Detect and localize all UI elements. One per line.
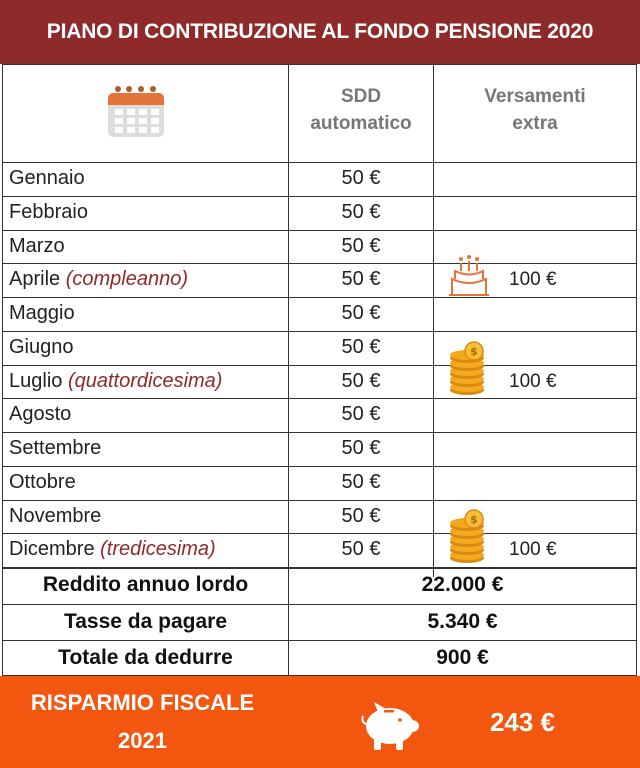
sdd-column-header <box>289 83 433 137</box>
extra-cell <box>434 344 636 399</box>
extra-cell <box>434 432 636 466</box>
month-name: Dicembre <box>9 538 95 561</box>
sdd-value: 50 € <box>341 234 381 257</box>
month-name: Settembre <box>9 437 102 459</box>
sdd-value: 50 € <box>341 369 381 392</box>
page-title: PIANO DI CONTRIBUZIONE AL FONDO PENSIONE 2020 <box>0 0 640 64</box>
sdd-cell <box>289 365 433 399</box>
sdd-cell <box>289 162 433 196</box>
month-name: Agosto <box>9 403 72 426</box>
sdd-cell <box>289 331 433 365</box>
month-cell <box>3 230 288 264</box>
tax-savings-banner <box>0 676 640 768</box>
extra-cell <box>434 466 636 500</box>
month-name: Maggio <box>9 302 75 324</box>
contribution-table <box>2 64 637 676</box>
sdd-value: 50 € <box>341 200 381 223</box>
extra-header-line1: Versamenti <box>484 86 586 107</box>
tax-savings-label-line1: RISPARMIO FISCALE <box>30 690 255 715</box>
extra-cell <box>434 513 636 567</box>
summary-value: 5.340 € <box>427 609 498 633</box>
month-note: (compleanno) <box>65 268 188 291</box>
month-name: Marzo <box>9 234 65 257</box>
month-cell <box>3 398 288 432</box>
extra-value: 100 € <box>509 539 557 561</box>
summary-value: 22.000 € <box>421 573 504 596</box>
month-note: (tredicesima) <box>100 538 216 561</box>
extra-cell <box>434 263 636 297</box>
sdd-header-line2: automatico <box>310 113 412 134</box>
summary-label: Tasse da pagare <box>63 609 228 633</box>
month-cell <box>3 365 288 399</box>
sdd-cell <box>289 263 433 297</box>
calendar-header-cell <box>3 65 288 162</box>
month-name: Aprile <box>9 268 61 291</box>
month-cell <box>3 533 288 567</box>
sdd-header-line1: SDD <box>340 86 382 107</box>
sdd-cell <box>289 196 433 230</box>
sdd-value: 50 € <box>341 302 381 324</box>
piggy-bank-icon <box>360 698 422 754</box>
sdd-value: 50 € <box>341 437 381 459</box>
month-cell <box>3 432 288 466</box>
month-cell <box>3 162 288 196</box>
month-name: Luglio <box>9 369 63 392</box>
summary-label: Totale da dedurre <box>58 646 233 670</box>
month-cell <box>3 297 288 331</box>
month-note: (quattordicesima) <box>67 369 223 392</box>
summary-label: Reddito annuo lordo <box>42 573 249 596</box>
sdd-cell <box>289 297 433 331</box>
month-name: Giugno <box>9 335 74 358</box>
sdd-value: 50 € <box>341 167 381 189</box>
month-cell <box>3 466 288 500</box>
sdd-value: 50 € <box>341 538 381 561</box>
sdd-cell <box>289 500 433 534</box>
svg-text:$: $ <box>470 344 478 358</box>
tax-savings-label <box>0 684 285 760</box>
extra-header-line2: extra <box>512 113 558 134</box>
sdd-value: 50 € <box>341 335 381 358</box>
extra-value: 100 € <box>509 370 557 392</box>
sdd-cell <box>289 533 433 567</box>
month-cell <box>3 500 288 534</box>
extra-column-header <box>434 83 636 137</box>
extra-cell <box>434 196 636 230</box>
birthday-cake-icon <box>444 249 494 299</box>
extra-cell <box>434 398 636 432</box>
month-name: Ottobre <box>9 470 76 493</box>
extra-value: 100 € <box>509 269 557 291</box>
sdd-value: 50 € <box>341 504 381 527</box>
coin-stack-icon <box>446 341 492 397</box>
sdd-value: 50 € <box>341 268 381 291</box>
month-name: Novembre <box>9 504 102 527</box>
svg-text:$: $ <box>470 513 478 527</box>
month-cell <box>3 331 288 365</box>
tax-savings-value: 243 € <box>489 707 556 737</box>
tax-savings-label-line2: 2021 <box>118 728 167 753</box>
calendar-icon <box>105 83 167 139</box>
extra-cell <box>434 297 636 331</box>
sdd-cell <box>289 398 433 432</box>
month-cell <box>3 196 288 230</box>
sdd-value: 50 € <box>341 470 381 493</box>
coin-stack-icon <box>446 509 492 565</box>
month-cell <box>3 263 288 297</box>
month-name: Febbraio <box>9 200 88 223</box>
sdd-value: 50 € <box>341 403 381 426</box>
sdd-cell <box>289 466 433 500</box>
summary-value: 900 € <box>436 646 489 670</box>
month-name: Gennaio <box>9 167 85 189</box>
sdd-cell <box>289 432 433 466</box>
sdd-cell <box>289 230 433 264</box>
extra-cell <box>434 162 636 196</box>
